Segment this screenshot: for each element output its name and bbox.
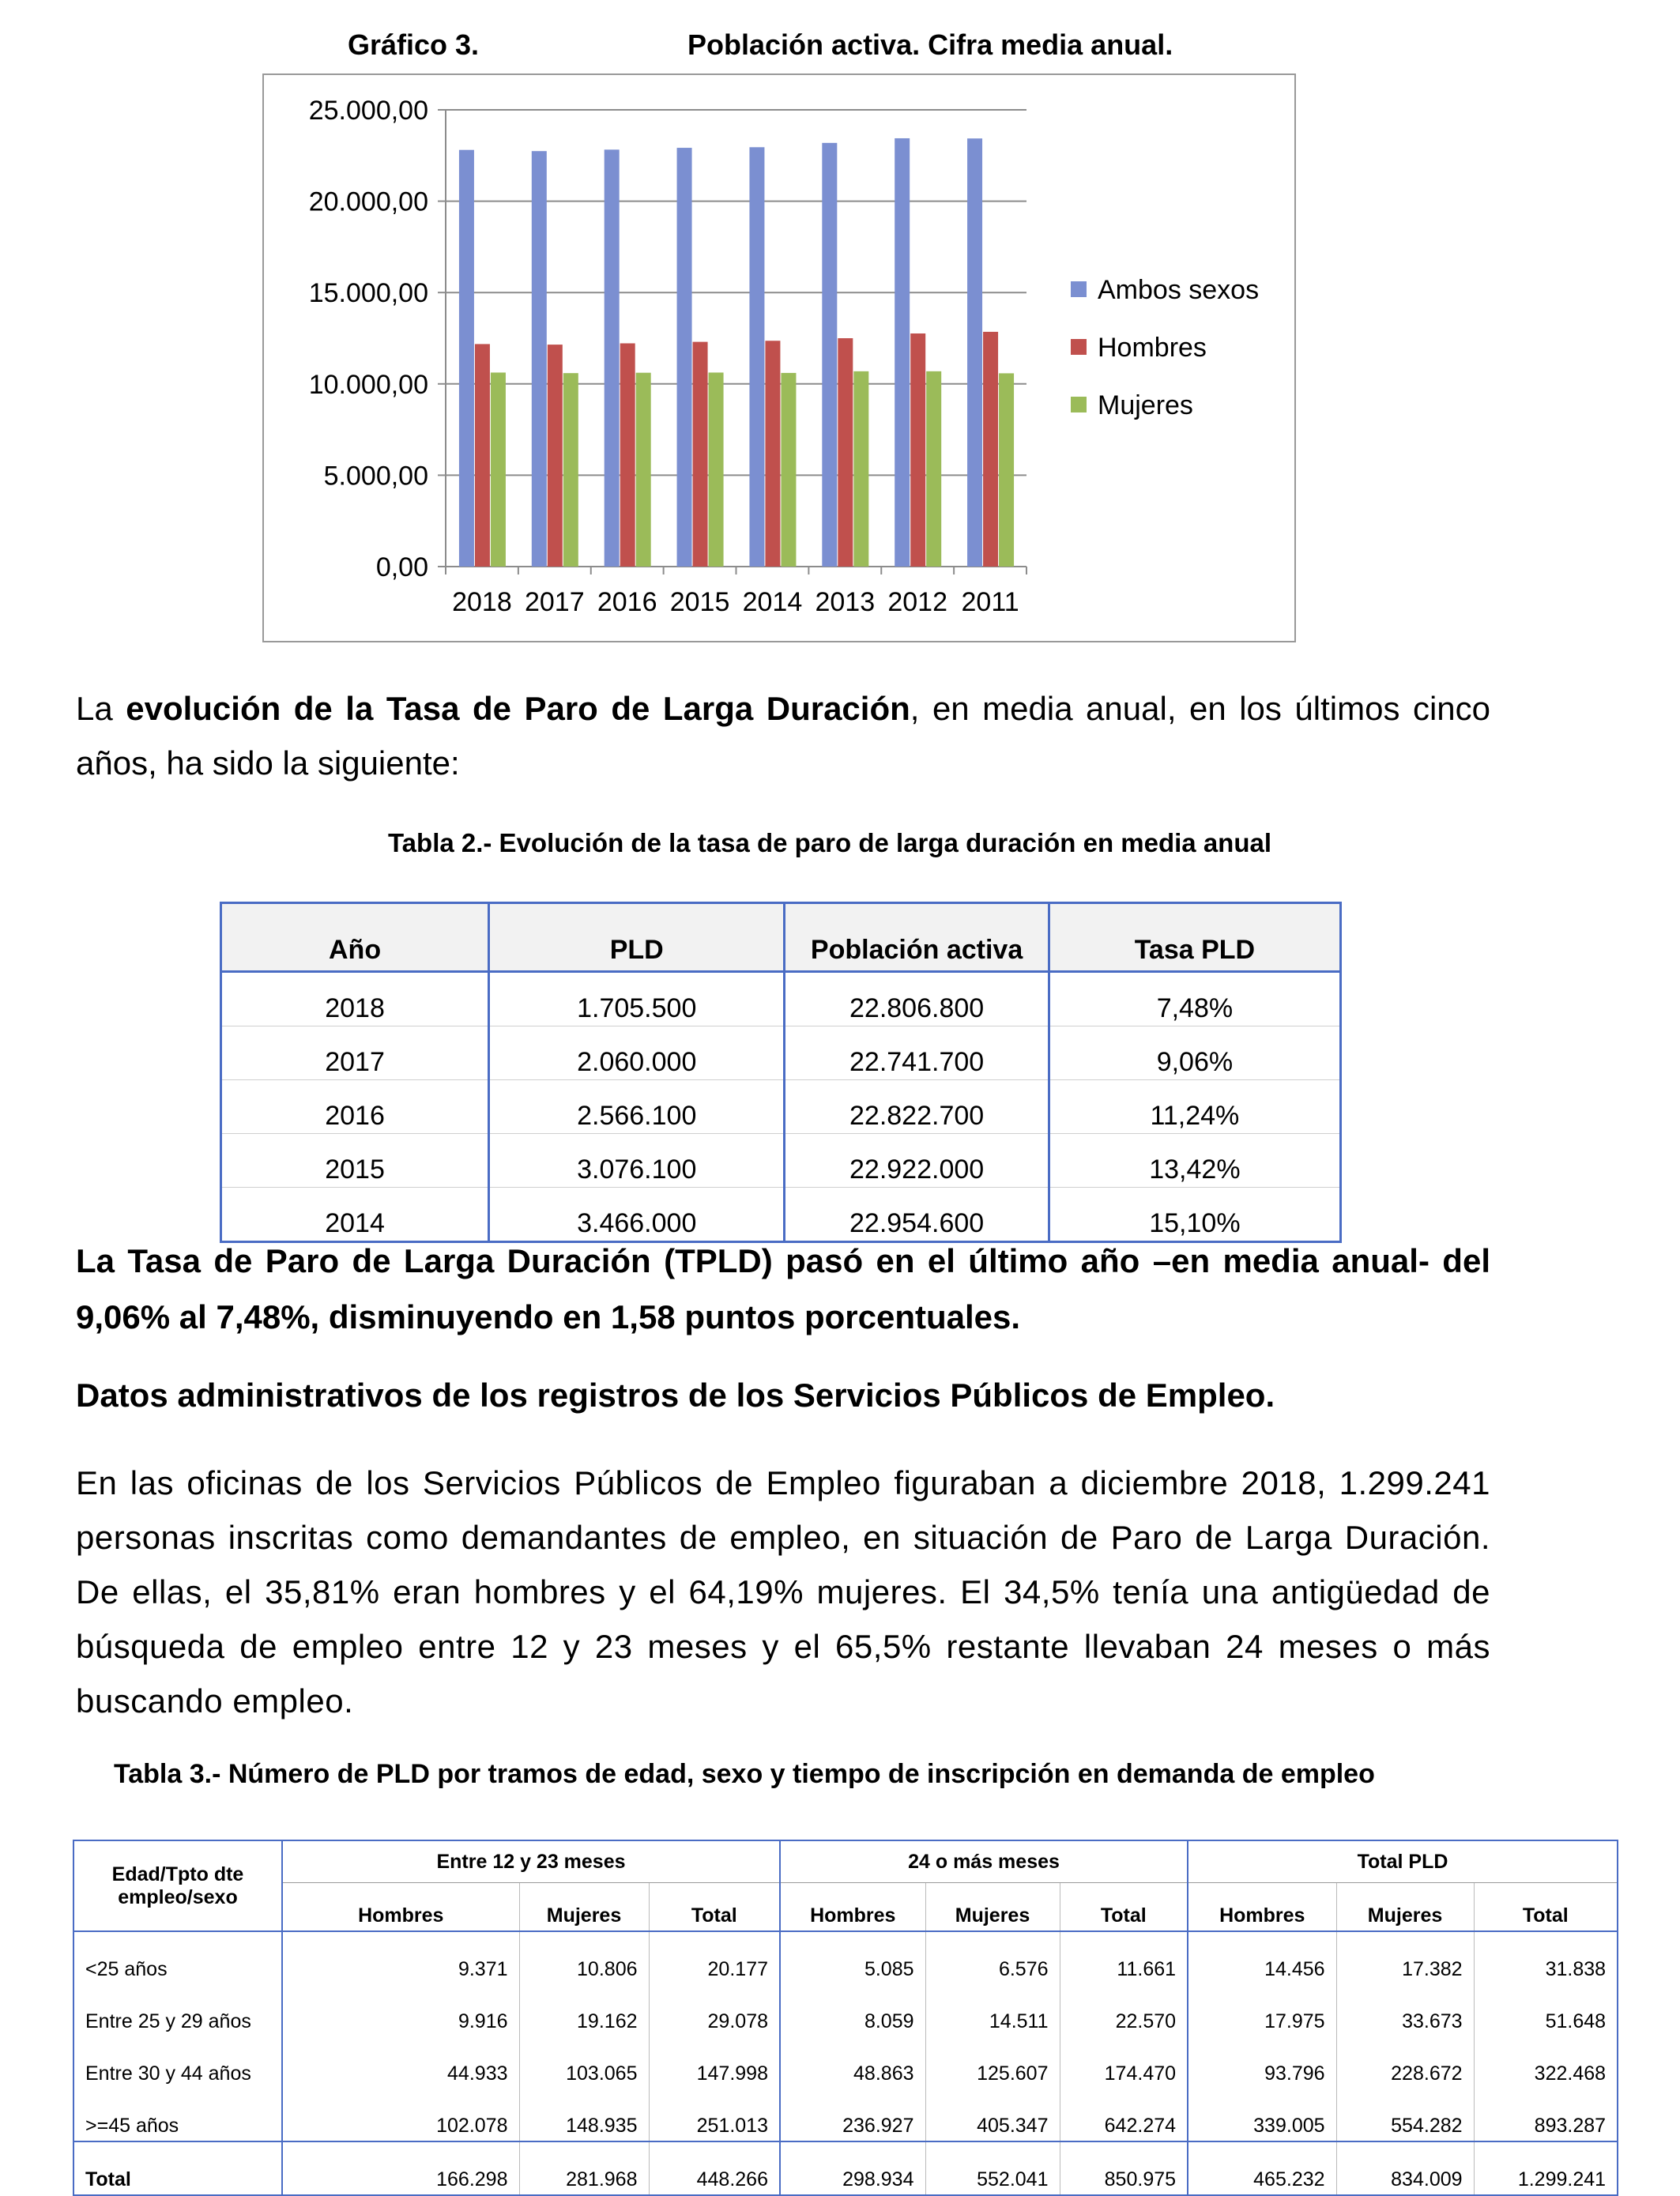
- tabla3-cell: 834.009: [1336, 2141, 1474, 2195]
- bar-hombres: [765, 341, 780, 567]
- tabla3-cell: 298.934: [780, 2141, 925, 2195]
- tabla3-cell: 19.162: [519, 1984, 649, 2036]
- tabla3-cell: 5.085: [780, 1931, 925, 1984]
- legend-swatch: [1071, 397, 1087, 412]
- tabla2-cell: 2017: [221, 1026, 489, 1080]
- tabla3-subheader: Hombres: [282, 1883, 519, 1932]
- chart-canvas: [264, 75, 1294, 641]
- tabla2-cell: 22.954.600: [785, 1188, 1049, 1242]
- x-tick-label: 2016: [597, 587, 657, 617]
- tabla2-header-cell: PLD: [489, 903, 785, 972]
- tabla3-cell: 322.468: [1474, 2036, 1618, 2089]
- datos-paragraph: En las oficinas de los Servicios Públicos de Empleo figuraban a diciembre 2018, 1.299.241 personas inscritas como demandantes de empleo, en situación de Paro de Larga Duración. De ellas, el 35,81% eran hombres y el 64,19% mujeres. El 34,5% tenía una antigüedad de búsqueda de empleo entre 12 y 23 meses y el 65,5% restante llevaban 24 meses o más buscando empleo.: [76, 1464, 1490, 1720]
- y-tick-label: 15.000,00: [308, 278, 428, 309]
- row-label: <25 años: [85, 1958, 168, 1980]
- tabla2-cell: 9,06%: [1049, 1026, 1340, 1080]
- table-row: [73, 1984, 1618, 2036]
- bar-ambos-sexos: [749, 147, 764, 567]
- chart-label: Gráfico 3.: [348, 28, 480, 61]
- tabla3-subheader: Mujeres: [925, 1883, 1060, 1932]
- tabla3-cell: 103.065: [519, 2036, 649, 2089]
- tabla3-cell: 48.863: [780, 2036, 925, 2089]
- tabla2-cell: 2018: [221, 972, 489, 1026]
- bar-mujeres: [563, 373, 578, 567]
- table-row: [221, 972, 1341, 1026]
- tabla2-title: [0, 828, 1680, 858]
- x-tick-label: 2015: [669, 587, 730, 617]
- bar-hombres: [983, 332, 998, 567]
- table-row: [73, 2089, 1618, 2141]
- row-label: Entre 25 y 29 años: [85, 2010, 251, 2032]
- tabla3-subheader: Total: [1060, 1883, 1188, 1932]
- tabla3-cell: 10.806: [519, 1931, 649, 1984]
- tabla2-cell: 15,10%: [1049, 1188, 1340, 1242]
- tabla3-group-row: [73, 1840, 1618, 1883]
- tabla3-cell: 14.511: [925, 1984, 1060, 2036]
- tabla3-cell: 22.570: [1060, 1984, 1188, 2036]
- intro-paragraph: [76, 681, 1490, 790]
- tabla3-cell: 31.838: [1474, 1931, 1618, 1984]
- table-row: [221, 1026, 1341, 1080]
- tabla2-header-cell: Año: [221, 903, 489, 972]
- tabla3-cell: 11.661: [1060, 1931, 1188, 1984]
- tabla2-cell: 3.076.100: [489, 1134, 785, 1188]
- tabla3-corner: Edad/Tpto dte empleo/sexo: [73, 1840, 282, 1931]
- bar-mujeres: [709, 372, 724, 567]
- tabla2-cell: 22.806.800: [785, 972, 1049, 1026]
- tabla3-cell: 251.013: [649, 2089, 780, 2141]
- intro-pre: La: [76, 690, 126, 727]
- x-tick-label: 2013: [815, 587, 876, 617]
- legend-label: Mujeres: [1098, 390, 1193, 420]
- tabla2-cell: 2015: [221, 1134, 489, 1188]
- tabla2-cell: 22.822.700: [785, 1080, 1049, 1134]
- bar-hombres: [910, 333, 925, 567]
- tabla3-cell: 405.347: [925, 2089, 1060, 2141]
- tabla2-header-row: [221, 903, 1341, 972]
- bar-mujeres: [781, 373, 796, 567]
- intro-bold: evolución de la Tasa de Paro de Larga Duración: [126, 690, 910, 727]
- tabla2-cell: 2.566.100: [489, 1080, 785, 1134]
- group-total: Total PLD: [1188, 1840, 1618, 1883]
- chart-title: Población activa. Cifra media anual.: [687, 28, 1173, 61]
- tabla3: [73, 1840, 1618, 2196]
- legend-label: Ambos sexos: [1098, 275, 1260, 305]
- tabla3-subheader: Total: [1474, 1883, 1618, 1932]
- tabla3-cell: 9.916: [282, 1984, 519, 2036]
- tpld-summary: La Tasa de Paro de Larga Duración (TPLD) pasó en el último año –en media anual- del 9,06% al 7,48%, disminuyendo en 1,58 puntos porcentuales.: [76, 1242, 1490, 1335]
- total-row: [73, 2141, 1618, 2195]
- tabla3-cell: 893.287: [1474, 2089, 1618, 2141]
- tabla2-title-text: Tabla 2.- Evolución de la tasa de paro de larga duración en media anual: [387, 828, 1272, 857]
- y-tick-label: 5.000,00: [323, 461, 428, 492]
- tabla3-subheader: Mujeres: [1336, 1883, 1474, 1932]
- tabla2-cell: 13,42%: [1049, 1134, 1340, 1188]
- bar-chart: [262, 73, 1296, 642]
- tabla3-cell: 465.232: [1188, 2141, 1336, 2195]
- bar-ambos-sexos: [459, 150, 474, 567]
- tabla3-cell: 29.078: [649, 1984, 780, 2036]
- tabla3-title: Tabla 3.- Número de PLD por tramos de edad, sexo y tiempo de inscripción en demanda de empleo: [114, 1759, 1375, 1789]
- tabla3-cell: 642.274: [1060, 2089, 1188, 2141]
- tabla3-cell: 147.998: [649, 2036, 780, 2089]
- tabla3-cell: 448.266: [649, 2141, 780, 2195]
- legend-label: Hombres: [1098, 333, 1207, 363]
- tabla3-cell: 281.968: [519, 2141, 649, 2195]
- tabla3-cell: 148.935: [519, 2089, 649, 2141]
- tabla3-subheader: Mujeres: [519, 1883, 649, 1932]
- legend-swatch: [1071, 281, 1087, 297]
- tabla3-cell: 44.933: [282, 2036, 519, 2089]
- tabla2-cell: 7,48%: [1049, 972, 1340, 1026]
- tabla3-cell: 51.648: [1474, 1984, 1618, 2036]
- tabla3-cell: 174.470: [1060, 2036, 1188, 2089]
- bar-ambos-sexos: [605, 149, 620, 567]
- tabla3-subheader-row: [73, 1883, 1618, 1932]
- tabla2-header-cell: Tasa PLD: [1049, 903, 1340, 972]
- bar-mujeres: [491, 372, 506, 567]
- tabla3-subheader: Total: [649, 1883, 780, 1932]
- tabla3-cell: 1.299.241: [1474, 2141, 1618, 2195]
- tabla3-cell: 9.371: [282, 1931, 519, 1984]
- tabla3-cell: 339.005: [1188, 2089, 1336, 2141]
- tabla3-cell: 102.078: [282, 2089, 519, 2141]
- table-row: [73, 1931, 1618, 1984]
- x-tick-label: 2018: [452, 587, 512, 617]
- x-tick-label: 2014: [742, 587, 803, 617]
- tabla3-cell: 554.282: [1336, 2089, 1474, 2141]
- tabla2: [220, 902, 1342, 1243]
- bar-mujeres: [999, 373, 1014, 567]
- bar-ambos-sexos: [967, 138, 982, 567]
- bar-hombres: [693, 342, 708, 567]
- table-row: [221, 1080, 1341, 1134]
- tabla3-cell: 6.576: [925, 1931, 1060, 1984]
- tabla2-cell: 1.705.500: [489, 972, 785, 1026]
- group-12-23: Entre 12 y 23 meses: [282, 1840, 780, 1883]
- bar-mujeres: [636, 373, 651, 567]
- y-tick-label: 10.000,00: [308, 369, 428, 400]
- y-tick-label: 20.000,00: [308, 186, 428, 217]
- tabla2-cell: 3.466.000: [489, 1188, 785, 1242]
- row-label: Total: [73, 2141, 282, 2195]
- tabla3-cell: 33.673: [1336, 1984, 1474, 2036]
- bar-ambos-sexos: [532, 151, 547, 567]
- x-tick-label: 2012: [887, 587, 948, 617]
- tabla3-cell: 14.456: [1188, 1931, 1336, 1984]
- x-tick-label: 2011: [961, 587, 1019, 617]
- tabla2-cell: 22.741.700: [785, 1026, 1049, 1080]
- row-label: Entre 30 y 44 años: [85, 2062, 251, 2085]
- tabla3-subheader: Hombres: [780, 1883, 925, 1932]
- tabla3-cell: 236.927: [780, 2089, 925, 2141]
- tabla2-cell: 2016: [221, 1080, 489, 1134]
- section-heading: Datos administrativos de los registros de los Servicios Públicos de Empleo.: [76, 1377, 1275, 1414]
- tabla3-cell: 850.975: [1060, 2141, 1188, 2195]
- bar-ambos-sexos: [895, 138, 910, 567]
- table-row: [221, 1134, 1341, 1188]
- tabla2-cell: 11,24%: [1049, 1080, 1340, 1134]
- legend-swatch: [1071, 339, 1087, 355]
- y-tick-label: 25.000,00: [308, 96, 428, 126]
- row-label: >=45 años: [85, 2115, 179, 2137]
- group-24-plus: 24 o más meses: [780, 1840, 1188, 1883]
- x-tick-label: 2017: [524, 587, 585, 617]
- tabla3-cell: 552.041: [925, 2141, 1060, 2195]
- tabla3-cell: 228.672: [1336, 2036, 1474, 2089]
- table-row: [73, 2036, 1618, 2089]
- bar-hombres: [620, 343, 635, 567]
- bar-ambos-sexos: [677, 148, 692, 567]
- tabla3-subheader: Hombres: [1188, 1883, 1336, 1932]
- bar-ambos-sexos: [822, 143, 837, 567]
- tabla2-cell: 2014: [325, 1208, 385, 1238]
- bar-mujeres: [853, 371, 868, 567]
- tabla3-cell: 17.975: [1188, 1984, 1336, 2036]
- tabla2-cell: 22.922.000: [785, 1134, 1049, 1188]
- bar-mujeres: [926, 371, 941, 567]
- tabla3-cell: 166.298: [282, 2141, 519, 2195]
- y-tick-label: 0,00: [375, 552, 428, 582]
- tabla3-cell: 8.059: [780, 1984, 925, 2036]
- tabla3-cell: 93.796: [1188, 2036, 1336, 2089]
- tabla2-header-cell: Población activa: [785, 903, 1049, 972]
- intro-post: , en media anual, en los últimos cinco años, ha sido la siguiente:: [76, 690, 1490, 782]
- tabla3-cell: 20.177: [649, 1931, 780, 1984]
- bar-hombres: [838, 338, 853, 567]
- tabla2-cell: 2.060.000: [489, 1026, 785, 1080]
- tabla3-cell: 17.382: [1336, 1931, 1474, 1984]
- bar-hombres: [475, 344, 490, 567]
- tabla3-cell: 125.607: [925, 2036, 1060, 2089]
- bar-hombres: [548, 345, 563, 567]
